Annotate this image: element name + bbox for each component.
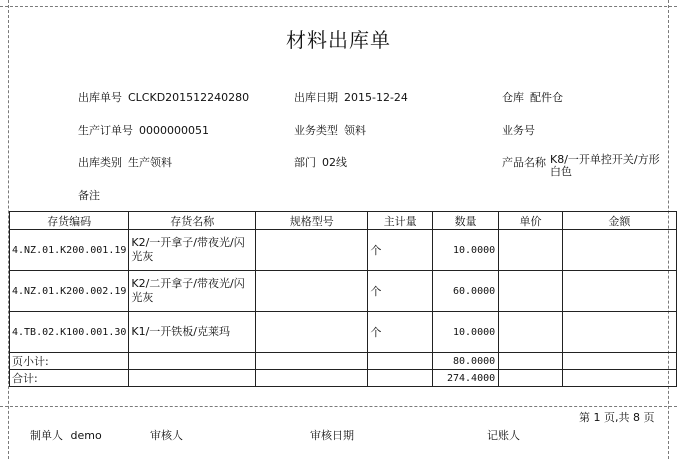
product-label: 产品名称 xyxy=(502,156,546,169)
page-indicator: 第 1 页,共 8 页 xyxy=(579,411,655,424)
warehouse-value: 配件仓 xyxy=(530,91,563,104)
out-type-value: 生产领料 xyxy=(128,156,172,169)
item-price-cell xyxy=(499,230,563,271)
item-price-cell xyxy=(499,271,563,312)
margin-guide-bottom xyxy=(0,406,677,407)
empty-cell xyxy=(256,353,368,370)
column-header: 主计量 xyxy=(368,212,433,230)
item-name-cell: K2/一开拿子/带夜光/闪光灰 xyxy=(129,230,256,271)
table-row xyxy=(10,230,677,271)
date-value: 2015-12-24 xyxy=(344,91,408,104)
doc-no-value: CLCKD201512240280 xyxy=(128,91,250,104)
item-unit-cell: 个 xyxy=(368,312,433,353)
column-header: 规格型号 xyxy=(256,212,368,230)
total-row xyxy=(10,370,677,387)
doc-no-field xyxy=(78,89,249,105)
item-code-cell: 4.NZ.01.K200.002.19 xyxy=(10,271,129,312)
date-field xyxy=(294,89,408,105)
date-label: 出库日期 xyxy=(294,91,338,104)
page-subtotal-label: 页小计: xyxy=(10,353,129,370)
biz-type-value: 领料 xyxy=(344,124,366,137)
item-qty-cell: 10.0000 xyxy=(432,312,498,353)
bookkeeper-label: 记账人 xyxy=(487,429,520,442)
item-price-cell xyxy=(499,312,563,353)
item-amount-cell xyxy=(562,312,676,353)
empty-cell xyxy=(129,353,256,370)
item-unit-cell: 个 xyxy=(368,230,433,271)
empty-cell xyxy=(499,370,563,387)
maker-value: demo xyxy=(70,429,102,442)
warehouse-label: 仓库 xyxy=(502,91,524,104)
item-amount-cell xyxy=(562,271,676,312)
salesman-field xyxy=(502,122,535,138)
item-spec-cell xyxy=(256,230,368,271)
item-qty-cell: 60.0000 xyxy=(432,271,498,312)
empty-cell xyxy=(256,370,368,387)
out-type-label: 出库类别 xyxy=(78,156,122,169)
dept-value: 02线 xyxy=(322,156,347,169)
page-subtotal-qty: 80.0000 xyxy=(432,353,498,370)
order-no-field xyxy=(78,122,209,138)
total-label: 合计: xyxy=(10,370,129,387)
biz-type-field xyxy=(294,122,366,138)
empty-cell xyxy=(562,370,676,387)
item-code-cell: 4.TB.02.K100.001.30 xyxy=(10,312,129,353)
remark-label: 备注 xyxy=(78,189,100,202)
item-name-cell: K2/二开拿子/带夜光/闪光灰 xyxy=(129,271,256,312)
order-no-label: 生产订单号 xyxy=(78,124,133,137)
item-unit-cell: 个 xyxy=(368,271,433,312)
product-field xyxy=(502,153,660,178)
total-qty: 274.4000 xyxy=(432,370,498,387)
dept-field xyxy=(294,154,347,170)
item-amount-cell xyxy=(562,230,676,271)
empty-cell xyxy=(129,370,256,387)
warehouse-field xyxy=(502,89,563,105)
margin-guide-top xyxy=(0,6,677,7)
column-header: 存货名称 xyxy=(129,212,256,230)
item-code-cell: 4.NZ.01.K200.001.19 xyxy=(10,230,129,271)
column-header: 单价 xyxy=(499,212,563,230)
empty-cell xyxy=(368,353,433,370)
remark-field xyxy=(78,187,100,203)
maker-field xyxy=(30,427,102,443)
table-header-row xyxy=(10,212,677,230)
empty-cell xyxy=(562,353,676,370)
items-table xyxy=(9,211,677,387)
doc-no-label: 出库单号 xyxy=(78,91,122,104)
dept-label: 部门 xyxy=(294,156,316,169)
order-no-value: 0000000051 xyxy=(139,124,209,137)
out-type-field xyxy=(78,154,172,170)
item-name-cell: K1/一开铁板/克莱玛 xyxy=(129,312,256,353)
item-spec-cell xyxy=(256,312,368,353)
maker-label: 制单人 xyxy=(30,429,63,442)
document-title: 材料出库单 xyxy=(286,28,391,52)
column-header: 数量 xyxy=(432,212,498,230)
table-row xyxy=(10,312,677,353)
column-header: 金额 xyxy=(562,212,676,230)
column-header: 存货编码 xyxy=(10,212,129,230)
table-row xyxy=(10,271,677,312)
product-value: K8/一开单控开关/方形白色 xyxy=(550,153,660,178)
item-spec-cell xyxy=(256,271,368,312)
item-qty-cell: 10.0000 xyxy=(432,230,498,271)
biz-type-label: 业务类型 xyxy=(294,124,338,137)
auditor-label: 审核人 xyxy=(150,429,183,442)
empty-cell xyxy=(368,370,433,387)
audit-date-label: 审核日期 xyxy=(310,429,354,442)
page-subtotal-row xyxy=(10,353,677,370)
empty-cell xyxy=(499,353,563,370)
salesman-label: 业务号 xyxy=(502,124,535,137)
